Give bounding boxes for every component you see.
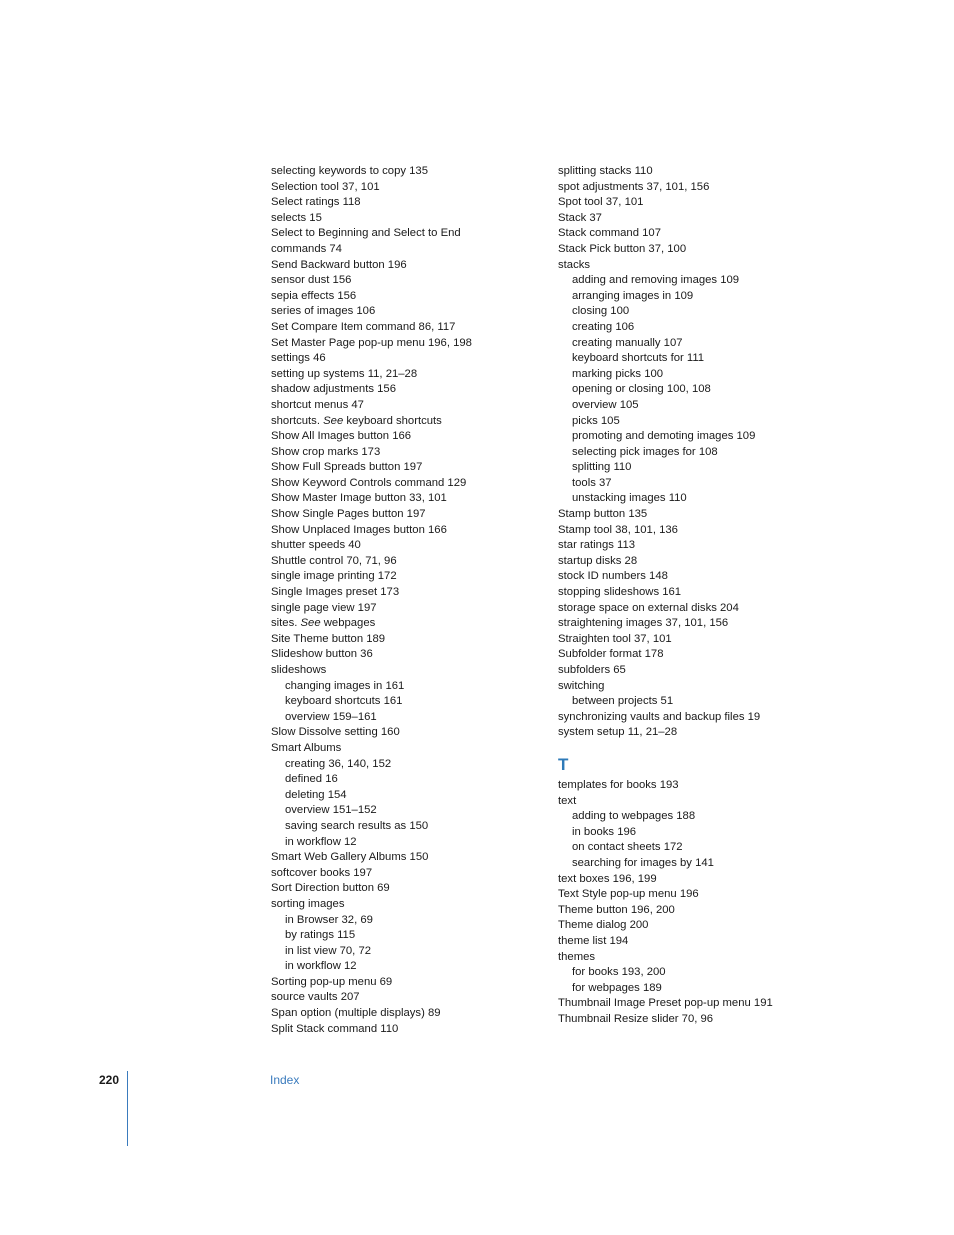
- index-entry: Stack Pick button 37, 100: [558, 242, 687, 255]
- index-entry: spot adjustments 37, 101, 156: [558, 180, 710, 193]
- index-subentry: changing images in 161: [285, 679, 405, 692]
- index-subentry: in list view 70, 72: [285, 944, 372, 957]
- index-entry: sensor dust 156: [271, 274, 352, 287]
- index-entry: Sort Direction button 69: [271, 882, 390, 895]
- index-entry: subfolders 65: [558, 664, 626, 676]
- index-entry: sepia effects 156: [271, 289, 357, 302]
- index-entry: Sorting pop-up menu 69: [271, 975, 393, 988]
- index-subentry: in workflow 12: [285, 960, 357, 973]
- index-subentry: overview 159–161: [285, 710, 377, 723]
- index-entry: softcover books 197: [271, 866, 373, 879]
- index-entry: Show Single Pages button 197: [271, 508, 426, 521]
- index-entry: Shuttle control 70, 71, 96: [271, 554, 397, 567]
- index-entry: series of images 106: [271, 305, 376, 318]
- index-subentry: arranging images in 109: [572, 289, 694, 302]
- index-entry: Slow Dissolve setting 160: [271, 726, 400, 739]
- index-subentry: searching for images by 141: [572, 856, 714, 869]
- index-subentry: splitting 110: [572, 461, 632, 474]
- see-target: keyboard shortcuts: [343, 414, 442, 427]
- index-subentry: for webpages 189: [572, 981, 662, 994]
- index-column-right: [558, 164, 848, 1027]
- page-number: 220: [99, 1073, 120, 1087]
- index-subentry: adding and removing images 109: [572, 274, 740, 287]
- index-entry: [271, 414, 541, 430]
- index-subentry: creating 106: [572, 320, 635, 333]
- index-entry: Stack command 107: [558, 227, 661, 240]
- index-letter-heading: T: [558, 754, 569, 774]
- index-entry: Theme dialog 200: [558, 919, 649, 932]
- index-entry: Slideshow button 36: [271, 648, 373, 661]
- index-subentry: deleting 154: [285, 788, 347, 801]
- index-subentry: promoting and demoting images 109: [572, 430, 756, 443]
- index-entry: text: [558, 794, 577, 807]
- index-entry: shutter speeds 40: [271, 539, 361, 552]
- index-entry: Select ratings 118: [271, 196, 361, 209]
- index-entry: single page view 197: [271, 601, 377, 614]
- index-entry: Select to Beginning and Select to End: [271, 227, 461, 240]
- index-entry: Thumbnail Resize slider 70, 96: [558, 1012, 714, 1025]
- index-subentry: between projects 51: [572, 695, 674, 708]
- index-entry: Site Theme button 189: [271, 632, 386, 645]
- index-entry: setting up systems 11, 21–28: [271, 367, 418, 380]
- index-entry: Show Full Spreads button 197: [271, 461, 423, 474]
- index-subentry: saving search results as 150: [285, 819, 429, 832]
- index-entry: system setup 11, 21–28: [558, 726, 678, 739]
- index-subentry: overview 151–152: [285, 804, 377, 817]
- index-entry: shortcut menus 47: [271, 398, 364, 411]
- index-entry: theme list 194: [558, 934, 629, 947]
- index-entry: splitting stacks 110: [558, 165, 653, 177]
- index-column-left: [271, 164, 541, 1037]
- index-entry: slideshows: [271, 664, 327, 676]
- index-entry: Stamp button 135: [558, 508, 648, 521]
- index-entry: Show Unplaced Images button 166: [271, 523, 447, 536]
- index-entry: settings 46: [271, 352, 326, 365]
- index-entry: stopping slideshows 161: [558, 586, 682, 599]
- index-subentry: overview 105: [572, 398, 639, 411]
- index-subentry: for books 193, 200: [572, 966, 666, 979]
- entry-text: shortcuts.: [271, 414, 324, 427]
- index-subentry: keyboard shortcuts for 111: [572, 352, 705, 365]
- index-entry: Spot tool 37, 101: [558, 196, 644, 209]
- index-subentry: opening or closing 100, 108: [572, 383, 711, 396]
- see-reference: See: [323, 414, 344, 427]
- index-entry: stacks: [558, 258, 591, 271]
- footer-divider: [127, 1071, 128, 1146]
- index-entry: selecting keywords to copy 135: [271, 165, 428, 177]
- index-subentry: in books 196: [572, 825, 637, 838]
- index-entry: [271, 616, 541, 632]
- index-entry: synchronizing vaults and backup files 19: [558, 710, 761, 723]
- index-entry: shadow adjustments 156: [271, 383, 396, 396]
- index-entry: Smart Web Gallery Albums 150: [271, 851, 429, 864]
- index-subentry: closing 100: [572, 305, 630, 318]
- index-subentry: keyboard shortcuts 161: [285, 695, 403, 708]
- index-entry: templates for books 193: [558, 778, 679, 791]
- index-subentry: on contact sheets 172: [572, 841, 683, 854]
- see-target: webpages: [320, 617, 376, 630]
- index-entry: Send Backward button 196: [271, 258, 407, 271]
- index-entry: switching: [558, 679, 605, 692]
- index-entry: startup disks 28: [558, 554, 638, 567]
- index-subentry: in workflow 12: [285, 835, 357, 848]
- index-entry: source vaults 207: [271, 991, 360, 1004]
- index-entry: themes: [558, 950, 596, 963]
- entry-text: sites.: [271, 617, 301, 630]
- index-entry: star ratings 113: [558, 539, 636, 552]
- index-subentry: marking picks 100: [572, 367, 664, 380]
- index-entry: storage space on external disks 204: [558, 601, 739, 614]
- index-entry: text boxes 196, 199: [558, 872, 657, 885]
- index-subentry: creating manually 107: [572, 336, 683, 349]
- index-subentry: unstacking images 110: [572, 492, 687, 505]
- index-entry: straightening images 37, 101, 156: [558, 617, 729, 630]
- index-subentry: defined 16: [285, 773, 338, 786]
- index-subentry: tools 37: [572, 476, 612, 489]
- index-subentry: picks 105: [572, 414, 620, 427]
- index-entry: single image printing 172: [271, 570, 397, 583]
- index-entry: Show Keyword Controls command 129: [271, 476, 467, 489]
- index-subentry: by ratings 115: [285, 929, 356, 942]
- index-entry: Thumbnail Image Preset pop-up menu 191: [558, 997, 773, 1010]
- index-entry: Show All Images button 166: [271, 430, 412, 443]
- index-entry: Split Stack command 110: [271, 1022, 399, 1035]
- index-entry: Theme button 196, 200: [558, 903, 675, 916]
- index-entry: Show Master Image button 33, 101: [271, 492, 447, 505]
- index-entry: Set Compare Item command 86, 117: [271, 320, 456, 333]
- index-entry: Selection tool 37, 101: [271, 180, 380, 193]
- index-subentry: in Browser 32, 69: [285, 913, 373, 926]
- index-entry: Set Master Page pop-up menu 196, 198: [271, 336, 472, 349]
- index-subentry: adding to webpages 188: [572, 810, 696, 823]
- index-entry: Show crop marks 173: [271, 445, 381, 458]
- index-entry: Span option (multiple displays) 89: [271, 1007, 441, 1020]
- index-entry: stock ID numbers 148: [558, 570, 668, 583]
- index-entry: selects 15: [271, 211, 322, 224]
- index-entry: Text Style pop-up menu 196: [558, 888, 699, 901]
- index-entry: Stack 37: [558, 211, 602, 224]
- index-subentry: creating 36, 140, 152: [285, 757, 392, 770]
- index-entry: Stamp tool 38, 101, 136: [558, 523, 678, 536]
- index-entry: Subfolder format 178: [558, 648, 664, 661]
- index-entry: commands 74: [271, 242, 342, 255]
- index-entry: sorting images: [271, 897, 345, 910]
- index-entry: Single Images preset 173: [271, 586, 400, 599]
- index-subentry: selecting pick images for 108: [572, 445, 718, 458]
- index-entry: Straighten tool 37, 101: [558, 632, 672, 645]
- section-label: Index: [270, 1073, 300, 1087]
- index-entry: Smart Albums: [271, 741, 342, 754]
- see-reference: See: [300, 617, 321, 630]
